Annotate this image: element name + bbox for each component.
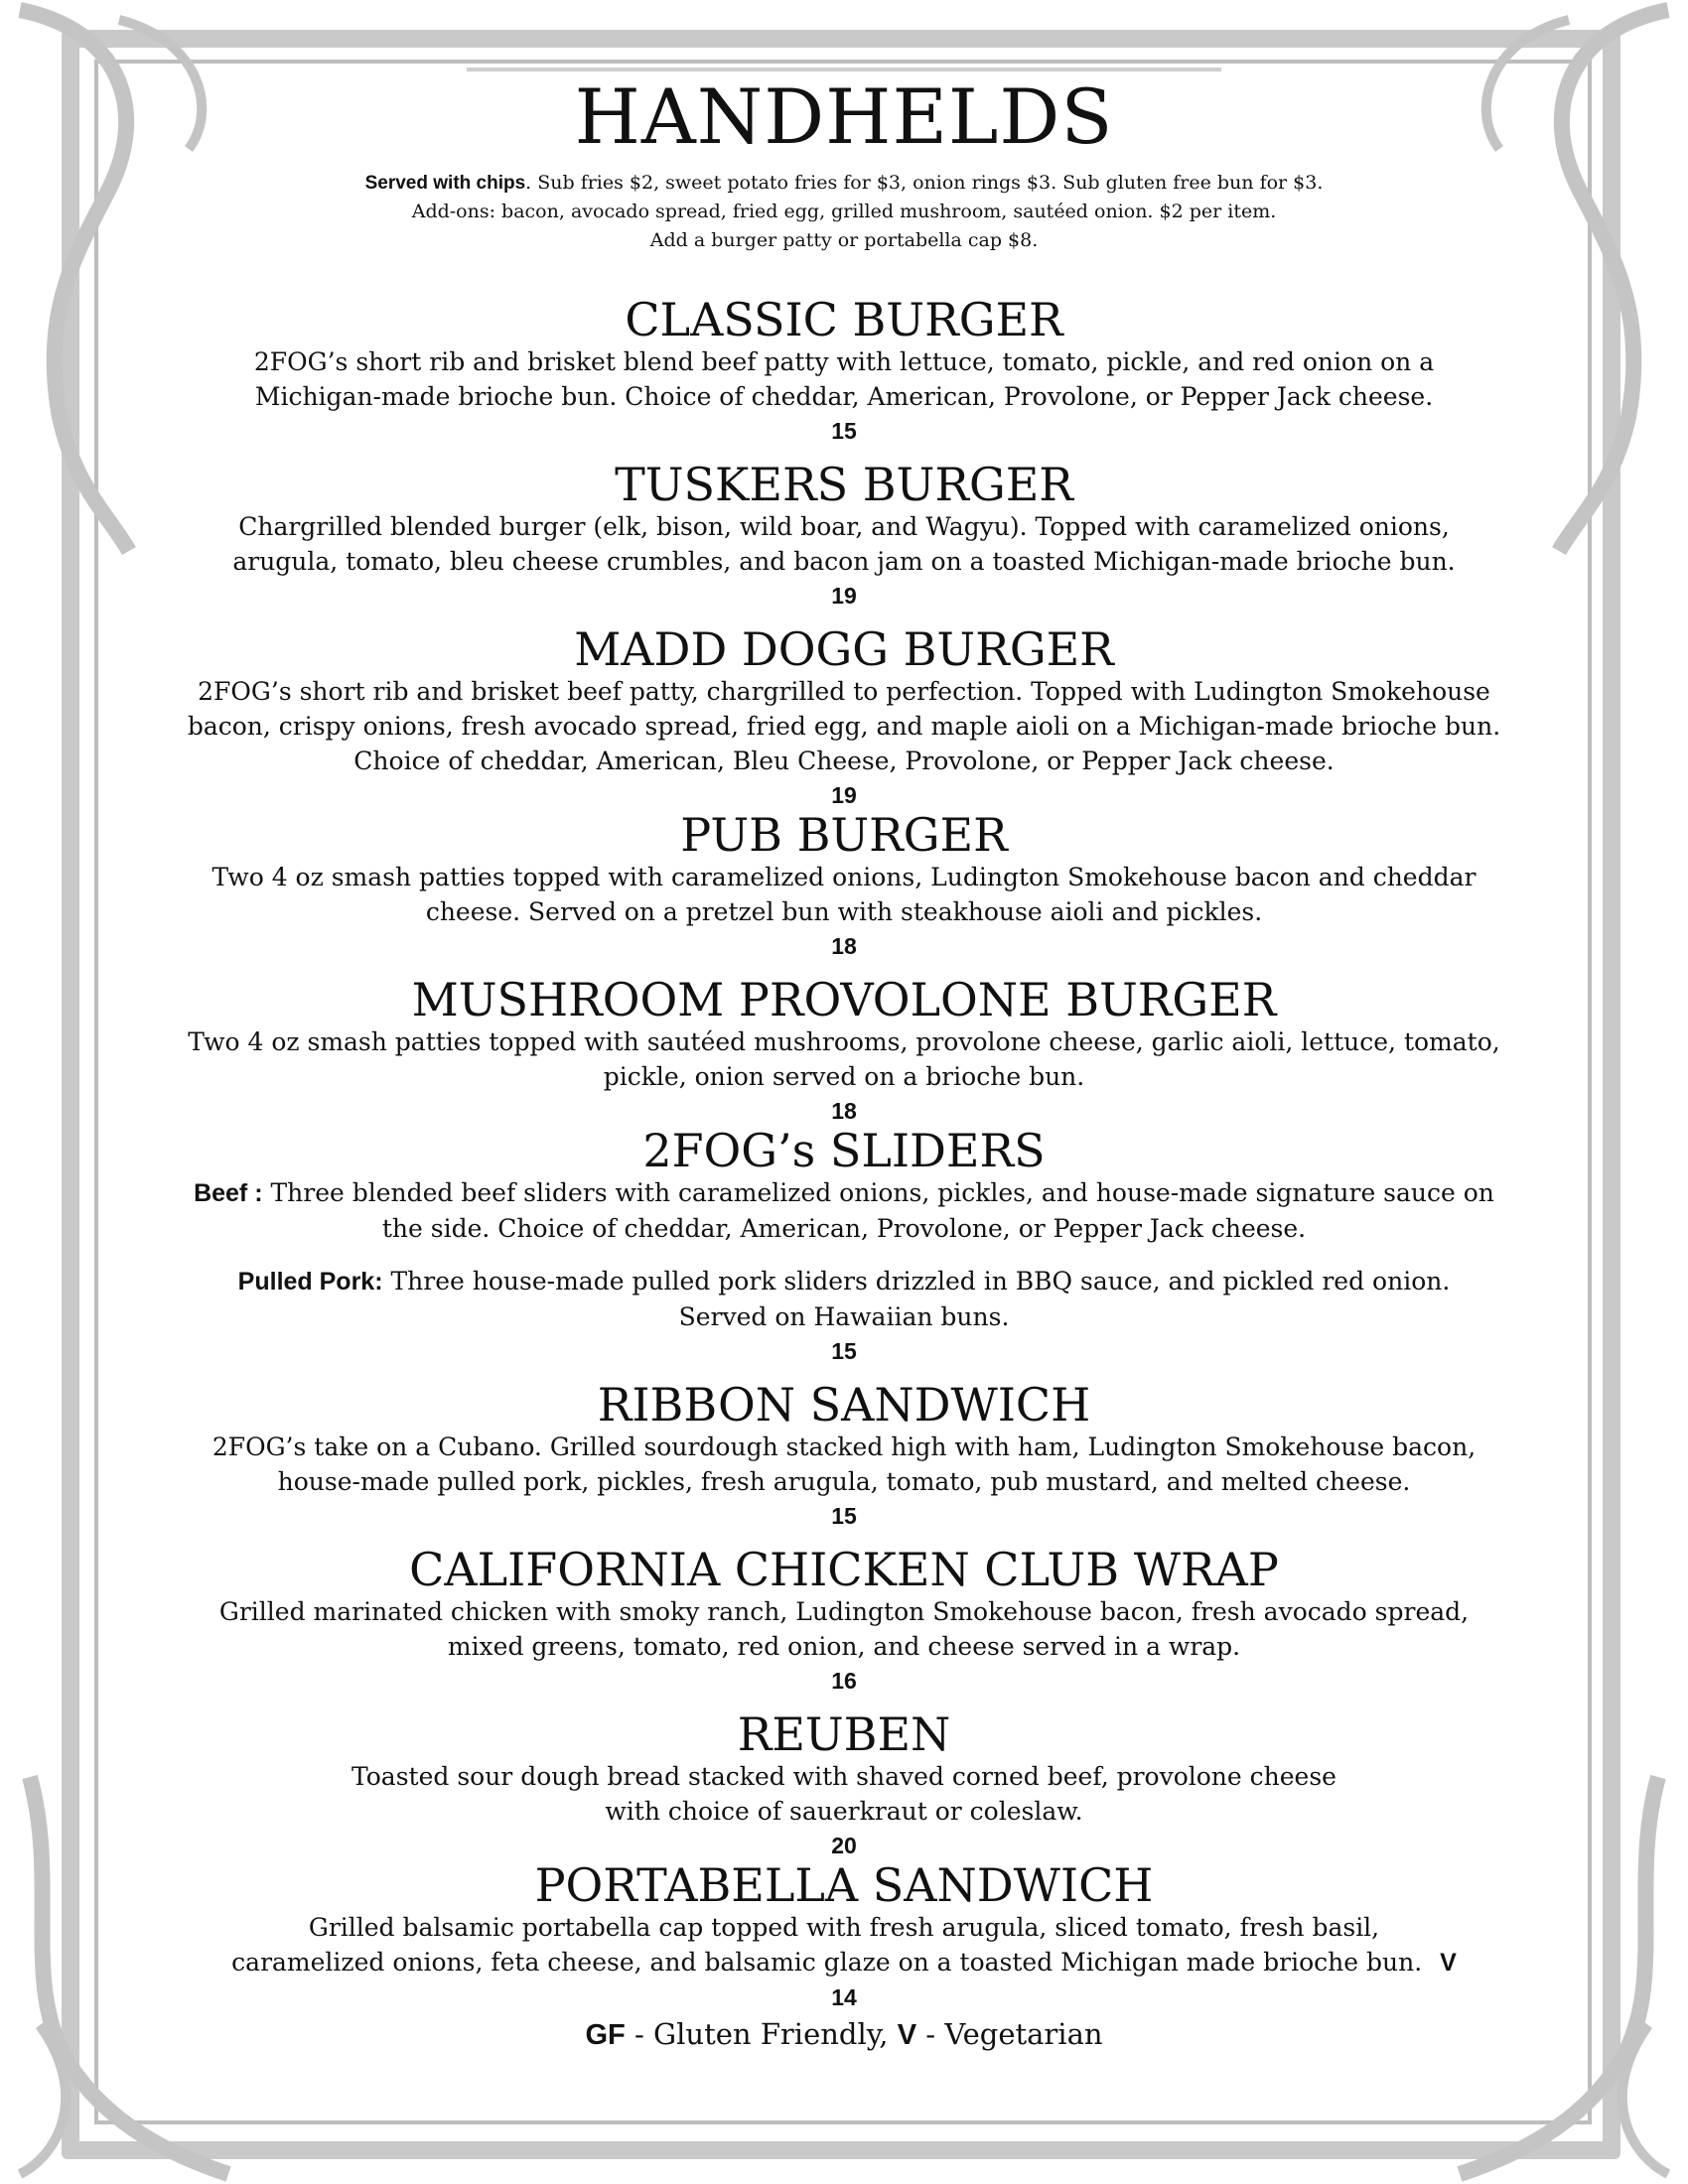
vegetarian-mark: V (1440, 1948, 1457, 1977)
beef-desc: Three blended beef sliders with caramelized onions, pickles, and house-made signature sauce on (262, 1177, 1494, 1207)
menu-item-pub-burger (119, 807, 1569, 961)
item-desc-line: Toasted sour dough bread stacked with shaved corned beef, provolone cheese (352, 1761, 1336, 1791)
item-desc-line: Grilled marinated chicken with smoky ranch, Ludington Smokehouse bacon, fresh avocado spread, (218, 1596, 1470, 1626)
item-desc-line: house-made pulled pork, pickles, fresh arugula, tomato, pub mustard, and melted cheese. (277, 1466, 1411, 1496)
menu-item-portabella-sandwich (119, 1857, 1569, 2012)
item-name: RIBBON SANDWICH (597, 1377, 1091, 1432)
page-title: HANDHELDS (574, 72, 1114, 161)
item-desc-line: Michigan-made brioche bun. Choice of cheddar, American, Provolone, or Pepper Jack cheese. (254, 381, 1434, 411)
item-name: REUBEN (737, 1706, 951, 1761)
dietary-legend (119, 2016, 1569, 2053)
gf-code: GF (585, 2018, 626, 2051)
portabella-desc-2: caramelized onions, feta cheese, and balsamic glaze on a toasted Michigan made brioche bun. (231, 1947, 1423, 1977)
item-desc-line: Two 4 oz smash patties topped with caramelized onions, Ludington Smokehouse bacon and cheddar (211, 862, 1477, 891)
menu-item-madd-dogg-burger (119, 621, 1569, 810)
item-price: 16 (831, 1667, 857, 1694)
item-desc-line: Choice of cheddar, American, Bleu Cheese, Provolone, or Pepper Jack cheese. (353, 746, 1335, 775)
intro-line3: Add a burger patty or portabella cap $8. (649, 228, 1039, 251)
item-name: CLASSIC BURGER (625, 292, 1063, 346)
beef-label: Beef : (194, 1178, 263, 1207)
item-price: 20 (831, 1832, 857, 1858)
intro-notes (119, 169, 1569, 255)
item-desc-line: 2FOG’s take on a Cubano. Grilled sourdough stacked high with ham, Ludington Smokehouse bacon, (211, 1432, 1477, 1461)
menu-item-mushroom-provolone-burger (119, 972, 1569, 1126)
v-code: V (897, 2018, 917, 2051)
item-price: 15 (831, 1337, 857, 1364)
menu-item-classic-burger (119, 292, 1569, 446)
item-price: 18 (831, 1097, 857, 1124)
item-price: 19 (831, 781, 857, 808)
item-price: 18 (831, 932, 857, 959)
pulled-pork-label: Pulled Pork: (237, 1267, 383, 1296)
menu-content (119, 69, 1569, 2053)
item-desc-line: the side. Choice of cheddar, American, Provolone, or Pepper Jack cheese. (381, 1213, 1307, 1243)
item-desc-line (119, 1175, 1569, 1211)
item-desc-line: Chargrilled blended burger (elk, bison, wild boar, and Wagyu). Topped with caramelized onions, (238, 511, 1450, 541)
item-desc-line: 2FOG’s short rib and brisket beef patty, chargrilled to perfection. Topped with Ludington Smokehouse (198, 676, 1490, 706)
item-price: 14 (831, 1983, 857, 2010)
menu-item-reuben (119, 1706, 1569, 1860)
item-desc-line: cheese. Served on a pretzel bun with steakhouse aioli and pickles. (425, 896, 1263, 926)
item-price: 19 (831, 582, 857, 609)
menu-item-ribbon-sandwich (119, 1377, 1569, 1531)
item-name: MADD DOGG BURGER (574, 621, 1114, 676)
item-desc-line: mixed greens, tomato, red onion, and cheese served in a wrap. (447, 1631, 1241, 1661)
item-name: TUSKERS BURGER (615, 457, 1073, 511)
item-desc-line (119, 1264, 1569, 1299)
item-desc-line: with choice of sauerkraut or coleslaw. (605, 1796, 1083, 1826)
intro-bold: Served with chips (364, 172, 526, 194)
menu-item-california-chicken-club-wrap (119, 1542, 1569, 1696)
intro-line1: . Sub fries $2, sweet potato fries for $3, onion rings $3. Sub gluten free bun for $3. (525, 171, 1324, 194)
item-name: MUSHROOM PROVOLONE BURGER (411, 972, 1277, 1026)
item-price: 15 (831, 417, 857, 444)
item-desc-line: 2FOG’s short rib and brisket blend beef patty with lettuce, tomato, pickle, and red onion on a (253, 346, 1435, 376)
pork-desc: Three house-made pulled pork sliders drizzled in BBQ sauce, and pickled red onion. (382, 1266, 1451, 1296)
menu-item-sliders (119, 1123, 1569, 1366)
item-price: 15 (831, 1502, 857, 1529)
intro-line2: Add-ons: bacon, avocado spread, fried egg, grilled mushroom, sautéed onion. $2 per item. (411, 200, 1277, 222)
item-desc-line: bacon, crispy onions, fresh avocado spread, fried egg, and maple aioli on a Michigan-made brioche bun. (187, 711, 1501, 741)
item-desc-line: Served on Hawaiian buns. (678, 1301, 1010, 1331)
item-name: PUB BURGER (680, 807, 1008, 862)
item-desc-line: pickle, onion served on a brioche bun. (603, 1061, 1085, 1091)
item-name: PORTABELLA SANDWICH (534, 1857, 1154, 1912)
gf-text: - Gluten Friendly, (625, 2016, 898, 2051)
menu-item-tuskers-burger (119, 457, 1569, 611)
item-desc-line: arugula, tomato, bleu cheese crumbles, and bacon jam on a toasted Michigan-made brioche bun. (232, 546, 1456, 576)
v-text: - Vegetarian (916, 2016, 1103, 2051)
item-desc-line (119, 1945, 1569, 1980)
item-name: 2FOG’s SLIDERS (642, 1123, 1046, 1177)
item-name: CALIFORNIA CHICKEN CLUB WRAP (409, 1542, 1279, 1596)
item-desc-line: Two 4 oz smash patties topped with sautéed mushrooms, provolone cheese, garlic aioli, lettuce, tomato, (188, 1026, 1500, 1056)
item-desc-line: Grilled balsamic portabella cap topped with fresh arugula, sliced tomato, fresh basil, (308, 1912, 1380, 1942)
